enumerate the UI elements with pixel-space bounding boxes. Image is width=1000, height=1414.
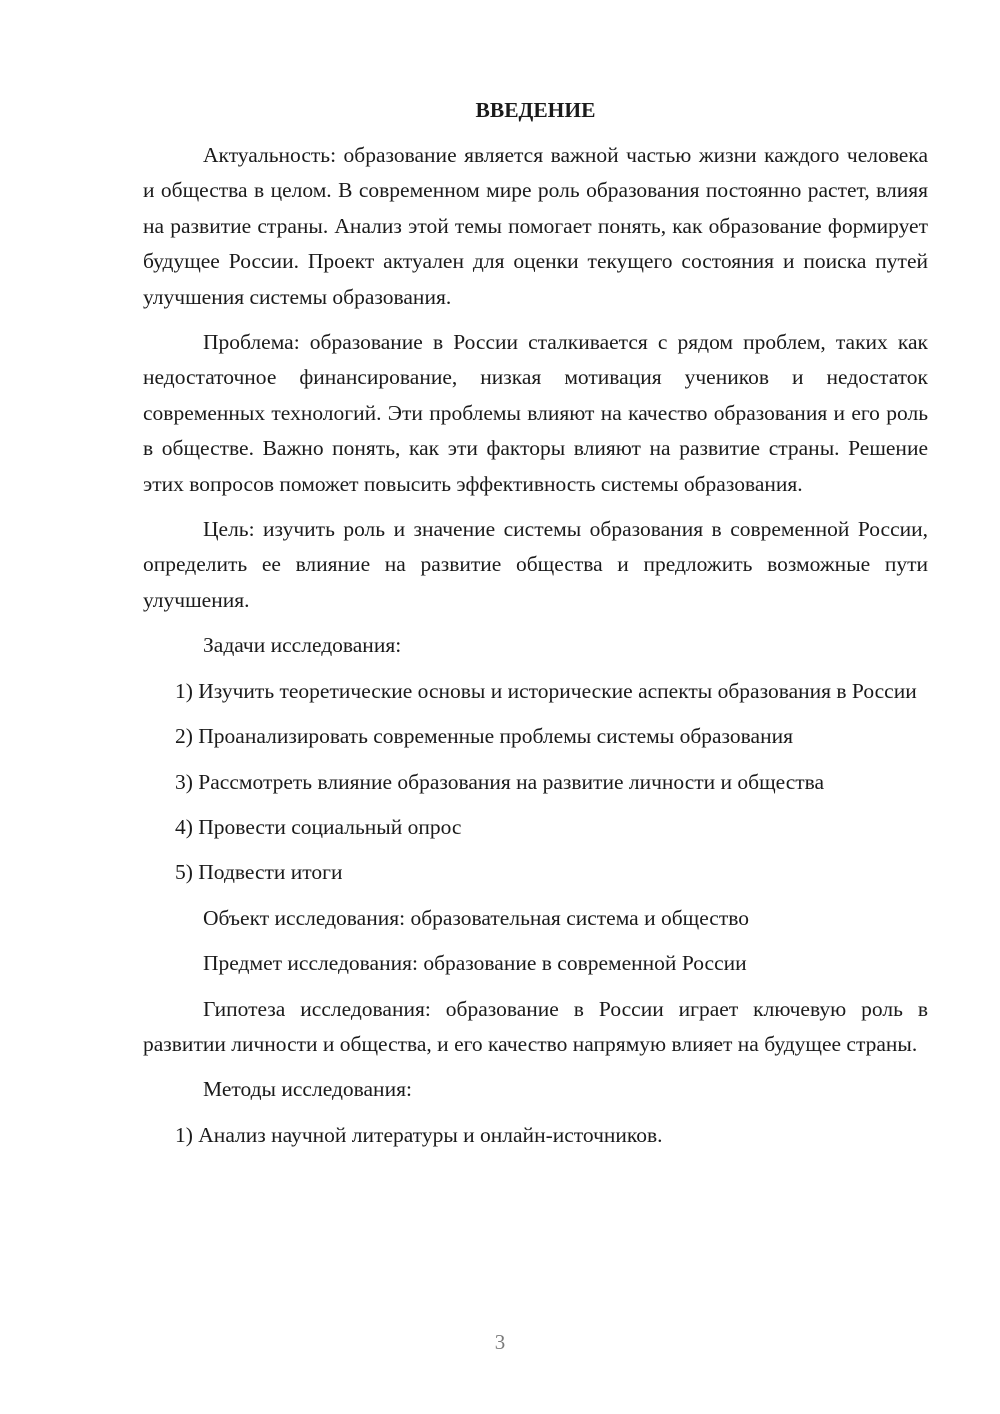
task-item-2: 2) Проанализировать современные проблемы системы образования	[175, 724, 793, 749]
task-item-1: 1) Изучить теоретические основы и исторические аспекты образования в России	[175, 678, 917, 703]
section-title: ВВЕДЕНИЕ	[475, 98, 596, 122]
problem-paragraph: Проблема: образование в России сталкивается с рядом проблем, таких как недостаточное финансирование, низкая мотивация учеников и недостаток современных технологий. Эти проблемы влияют на качество образования и его роль в обществе. Важно понять, как эти факторы влияют на развитие страны. Решение этих вопросов поможет повысить эффективность системы образования.	[143, 330, 928, 496]
task-item-4: 4) Провести социальный опрос	[175, 814, 462, 839]
relevance-paragraph: Актуальность: образование является важной частью жизни каждого человека и общества в целом. В современном мире роль образования постоянно растет, влияя на развитие страны. Анализ этой темы помогает понять, как образование формирует будущее России. Проект актуален для оценки текущего состояния и поиска путей улучшения системы образования.	[143, 143, 928, 309]
goal-paragraph: Цель: изучить роль и значение системы образования в современной России, определить ее влияние на развитие общества и предложить возможные пути улучшения.	[143, 517, 928, 612]
document-page	[143, 92, 928, 1163]
task-item-5: 5) Подвести итоги	[175, 860, 343, 885]
page-number: 3	[494, 1330, 506, 1354]
methods-heading: Методы исследования:	[203, 1077, 412, 1102]
method-item-1: 1) Анализ научной литературы и онлайн-источников.	[175, 1122, 663, 1147]
research-subject: Предмет исследования: образование в современной России	[203, 951, 747, 976]
hypothesis-paragraph: Гипотеза исследования: образование в России играет ключевую роль в развитии личности и общества, и его качество напрямую влияет на будущее страны.	[143, 996, 928, 1056]
task-item-3: 3) Рассмотреть влияние образования на развитие личности и общества	[175, 769, 825, 794]
tasks-heading: Задачи исследования:	[203, 633, 402, 658]
research-object: Объект исследования: образовательная система и общество	[203, 905, 749, 930]
